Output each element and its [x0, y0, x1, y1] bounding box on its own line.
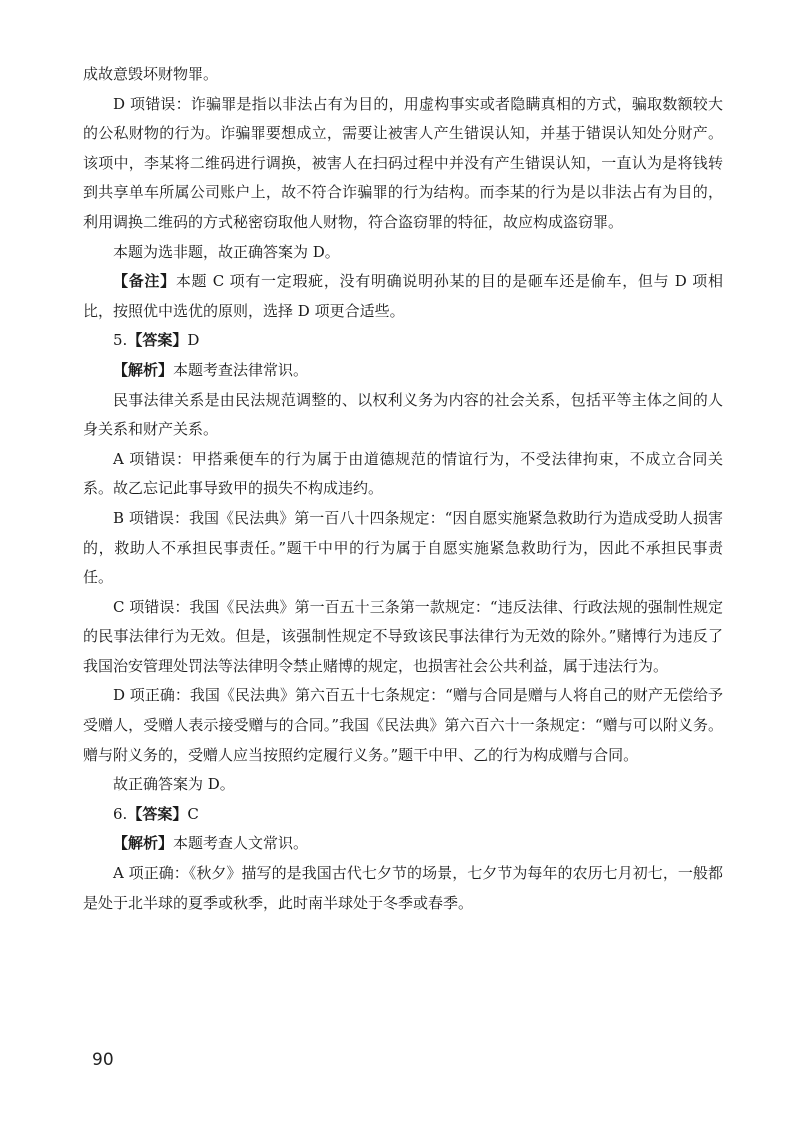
- paragraph: 民事法律关系是由民法规范调整的、以权利义务为内容的社会关系，包括平等主体之间的人身关系和财产关系。: [83, 390, 723, 439]
- note-text: 本题 C 项有一定瑕疵，没有明确说明孙某的目的是砸车还是偷车，但与 D 项相比，按照优中选优的原则，选择 D 项更合适些。: [83, 272, 723, 320]
- paragraph: B 项错误：我国《民法典》第一百八十四条规定：“因自愿实施紧急救助行为造成受助人损害的，救助人不承担民事责任。”题干中甲的行为属于自愿实施紧急救助行为，因此不承担民事责任。: [83, 508, 723, 587]
- paragraph: 成故意毁坏财物罪。: [83, 65, 219, 83]
- page-number: 90: [92, 1050, 114, 1070]
- paragraph: D 项正确：我国《民法典》第六百五十七条规定：“赠与合同是赠与人将自己的财产无偿给予受赠人，受赠人表示接受赠与的合同。”我国《民法典》第六百六十一条规定：“赠与可以附义务。赠与附义务的，受赠人应当按照约定履行义务。”题干中甲、乙的行为构成赠与合同。: [83, 686, 723, 764]
- answer-label: 【答案】: [127, 331, 188, 350]
- answer-value: C: [187, 804, 199, 823]
- body-text: [83, 60, 723, 918]
- answer-line-5: [83, 326, 723, 356]
- answer-value: D: [187, 331, 200, 350]
- note-label: 【备注】: [113, 272, 176, 291]
- paragraph: D 项错误：诈骗罪是指以非法占有为目的，用虚构事实或者隐瞒真相的方式，骗取数额较大的公私财物的行为。诈骗罪要想成立，需要让被害人产生错误认知，并基于错误认知处分财产。该项中，李某将二维码进行调换，被害人在扫码过程中并没有产生错误认知，一直认为是将钱转到共享单车所属公司账户上，故不符合诈骗罪的行为结构。而李某的行为是以非法占有为目的，利用调换二维码的方式秘密窃取他人财物，符合盗窃罪的特征，故应构成盗窃罪。: [83, 94, 723, 231]
- analysis-line-6: [83, 829, 723, 859]
- paragraph: A 项正确：《秋夕》描写的是我国古代七夕节的场景，七夕节为每年的农历七月初七，一般都是处于北半球的夏季或秋季，此时南半球处于冬季或春季。: [83, 864, 723, 912]
- paragraph: 故正确答案为 D。: [113, 775, 235, 794]
- analysis-text: 本题考查法律常识。: [173, 360, 309, 379]
- analysis-text: 本题考查人文常识。: [173, 834, 309, 853]
- answer-label: 【答案】: [127, 804, 188, 823]
- paragraph: C 项错误：我国《民法典》第一百五十三条第一款规定：“违反法律、行政法规的强制性规定的民事法律行为无效。但是，该强制性规定不导致该民事法律行为无效的除外。”赌博行为违反了我国治安管理处罚法等法律明令禁止赌博的规定，也损害社会公共利益，属于违法行为。: [83, 597, 723, 675]
- paragraph: 本题为选非题，故正确答案为 D。: [113, 242, 340, 261]
- question-number: 6.: [113, 804, 128, 823]
- paragraph: A 项错误：甲搭乘便车的行为属于由道德规范的情谊行为，不受法律拘束，不成立合同关系。故乙忘记此事导致甲的损失不构成违约。: [83, 449, 723, 498]
- answer-line-6: [83, 800, 723, 830]
- question-number: 5.: [113, 331, 128, 350]
- note-paragraph: [83, 267, 723, 326]
- analysis-label: 【解析】: [113, 834, 174, 853]
- analysis-line-5: [83, 356, 723, 386]
- analysis-label: 【解析】: [113, 360, 174, 379]
